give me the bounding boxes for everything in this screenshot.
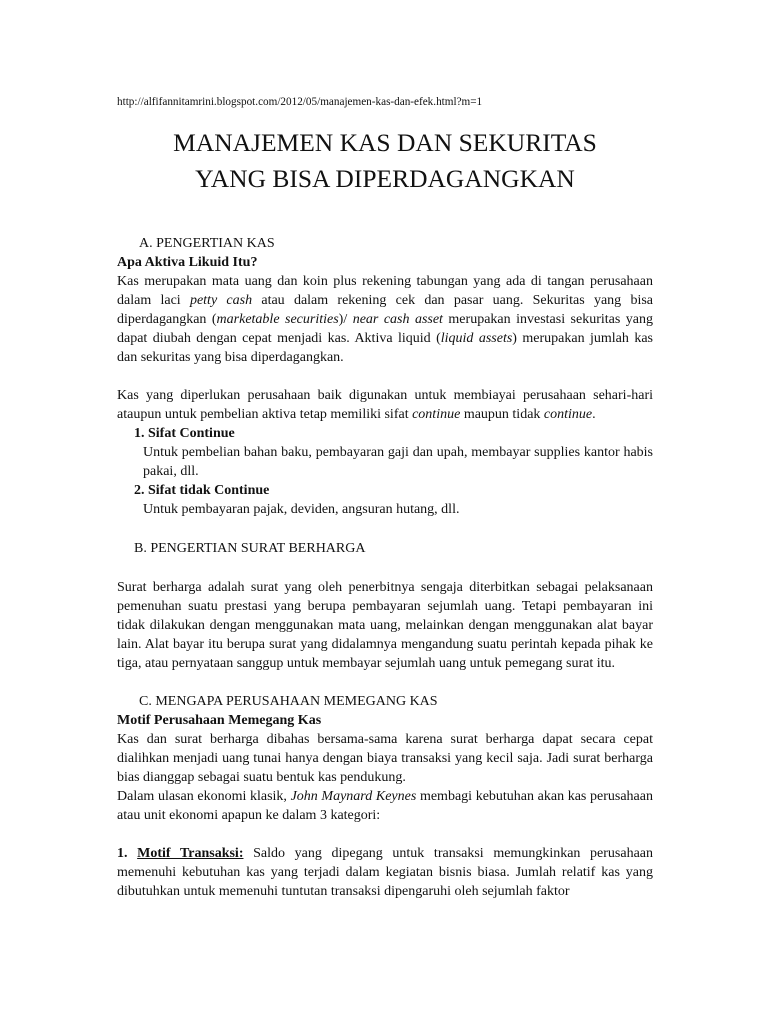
- section-c-paragraph-3: [117, 844, 653, 901]
- document-title-line-1: MANAJEMEN KAS DAN SEKURITAS: [173, 128, 597, 157]
- italic-text-run: petty cash: [189, 293, 253, 308]
- text-run: membagi kebutuhan akan kas perusahaan atau unit ekonomi apapun ke dalam 3 kategori:: [117, 789, 653, 823]
- text-run: ) merupakan jumlah kas dan sekuritas yang bisa diperdagangkan.: [117, 331, 653, 365]
- italic-text-run: marketable securities: [216, 312, 339, 327]
- section-a-heading: A. PENGERTIAN KAS: [139, 236, 275, 251]
- spacer: [117, 197, 653, 234]
- text-run: atau dalam rekening cek dan pasar uang. Sekuritas yang bisa diperdagangkan (: [117, 293, 653, 327]
- spacer: [117, 558, 653, 578]
- section-c-heading: C. MENGAPA PERUSAHAAN MEMEGANG KAS: [139, 694, 438, 709]
- list-item-title: 1. Sifat Continue: [134, 426, 235, 441]
- text-run: merupakan investasi sekuritas yang dapat diubah dengan cepat menjadi kas. Aktiva liquid (: [117, 312, 653, 346]
- italic-text-run: liquid assets: [440, 331, 513, 346]
- section-c-paragraph-2: [117, 787, 653, 825]
- text-run: )/: [338, 312, 353, 327]
- list-item-body: Untuk pembelian bahan baku, pembayaran gaji dan upah, membayar supplies kantor habis pakai, dll.: [143, 445, 653, 479]
- list-item-title: 2. Sifat tidak Continue: [134, 483, 270, 498]
- spacer: [117, 367, 653, 386]
- text-run: Kas merupakan mata uang dan koin plus rekening tabungan yang ada di tangan perusahaan dalam laci: [117, 274, 653, 308]
- italic-text-run: John Maynard Keynes: [290, 789, 417, 804]
- list-item-body: Untuk pembayaran pajak, deviden, angsuran hutang, dll.: [143, 502, 460, 517]
- text-run: Dalam ulasan ekonomi klasik,: [117, 789, 291, 804]
- section-a-paragraph-1: [117, 272, 653, 367]
- document-title-line-2: YANG BISA DIPERDAGANGKAN: [195, 164, 575, 193]
- bold-text-run: 1.: [117, 846, 138, 861]
- italic-text-run: continue: [412, 407, 461, 422]
- section-b-paragraph-1: Surat berharga adalah surat yang oleh penerbitnya sengaja diterbitkan sebagai pelaksanaan pemenuhan suatu prestasi yang berupa pembayaran sejumlah uang. Tetapi pembayaran ini tidak dilakukan dengan menggunakan mata uang, melainkan dengan menggunakan alat bayar lain. Alat bayar itu berupa surat yang didalamnya mengandung suatu perintah kepada pihak ke tiga, atau pernyataan sanggup untuk membayar sejumlah uang untuk pemegang surat itu.: [117, 580, 653, 671]
- text-run: Kas yang diperlukan perusahaan baik digunakan untuk membiayai perusahaan sehari-hari ataupun untuk pembelian aktiva tetap memiliki sifat: [117, 388, 653, 422]
- italic-text-run: continue: [543, 407, 593, 422]
- spacer: [117, 673, 653, 692]
- section-c-paragraph-1: Kas dan surat berharga dibahas bersama-sama karena surat berharga dapat secara cepat dialihkan menjadi uang tunai hanya dengan biaya transaksi yang kecil saja. Jadi surat berharga bias dianggap sebagai suatu bentuk kas pendukung.: [117, 732, 653, 785]
- spacer: [117, 825, 653, 844]
- section-b-heading: B. PENGERTIAN SURAT BERHARGA: [134, 541, 366, 556]
- text-run: Saldo yang dipegang untuk transaksi memungkinkan perusahaan memenuhi kebutuhan kas yang terjadi dalam kegiatan bisnis biasa. Jumlah relatif kas yang dibutuhkan untuk memenuhi tuntutan transaksi dipengaruhi oleh sejumlah faktor: [117, 846, 654, 899]
- text-run: maupun tidak: [460, 407, 544, 422]
- text-run: .: [592, 407, 596, 422]
- section-c-subheading: Motif Perusahaan Memegang Kas: [117, 713, 322, 728]
- section-a-subheading: Apa Aktiva Likuid Itu?: [117, 255, 258, 270]
- motif-transaksi-label: Motif Transaksi:: [137, 846, 244, 861]
- section-a-paragraph-2: [117, 386, 653, 424]
- document-content: [117, 95, 653, 901]
- source-url: http://alfifannitamrini.blogspot.com/2012/05/manajemen-kas-dan-efek.html?m=1: [117, 96, 483, 108]
- italic-text-run: near cash asset: [352, 312, 443, 327]
- spacer: [117, 519, 653, 539]
